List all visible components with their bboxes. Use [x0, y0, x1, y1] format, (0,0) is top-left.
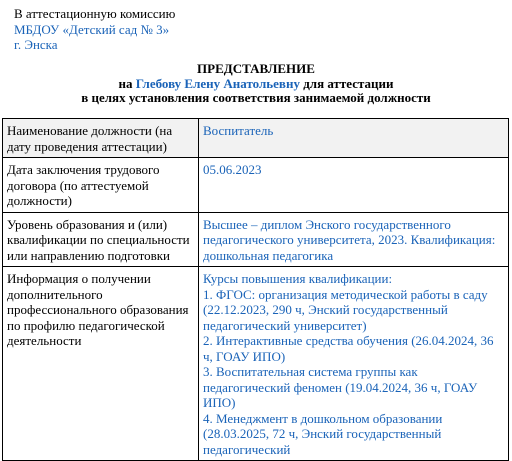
row-label: Дата заключения трудового договора (по аттестуемой должности) [3, 158, 199, 213]
table-row-contract-date [3, 158, 509, 213]
table-row-additional-education [3, 267, 509, 461]
row-value-list [199, 267, 509, 461]
heading-prefix: на [118, 75, 136, 91]
heading-purpose: в целях установления соответствия занимаемой должности [81, 90, 431, 105]
course-item: 4. Менеджмент в дошкольном образовании (28.03.2025, 72 ч, Энский государственный педагогический [203, 410, 443, 457]
row-value: 05.06.2023 [199, 158, 509, 213]
row-label: Уровень образования и (или) квалификации по специальности или направлению подготовки [3, 212, 199, 267]
row-value: Воспитатель [199, 119, 509, 158]
document-heading [0, 62, 512, 106]
addressee-block [14, 6, 175, 53]
course-item: 1. ФГОС: организация методической работы в саду (22.12.2023, 290 ч, Энский государственный педагогический университет) [203, 286, 488, 333]
table-row-position [3, 119, 509, 158]
row-label: Наименование должности (на дату проведения аттестации) [3, 119, 199, 158]
course-heading: Курсы повышения квалификации: [203, 271, 393, 286]
document-title: ПРЕДСТАВЛЕНИЕ [197, 61, 315, 76]
course-item: 2. Интерактивные средства обучения (26.04.2024, 36 ч, ГОАУ ИПО) [203, 333, 494, 364]
heading-person-name: Глебову Елену Анатольевну [135, 75, 300, 91]
row-value: Высшее – диплом Энского государственного педагогического университета, 2023. Квалификация: дошкольная педагогика [199, 212, 509, 267]
row-label: Информация о получении дополнительного профессионального образования по профилю педагогической деятельности [3, 267, 199, 461]
addressee-commission: В аттестационную комиссию [14, 6, 176, 21]
table-row-education [3, 212, 509, 267]
course-item: 3. Воспитательная система группы как педагогический феномен (19.04.2024, 36 ч, ГОАУ ИПО) [203, 364, 478, 410]
attestation-table [2, 118, 509, 461]
addressee-organization: МБДОУ «Детский сад № 3» [14, 21, 170, 37]
heading-suffix: для аттестации [299, 75, 394, 91]
addressee-city: г. Энска [14, 37, 58, 52]
heading-person-line [0, 77, 512, 92]
